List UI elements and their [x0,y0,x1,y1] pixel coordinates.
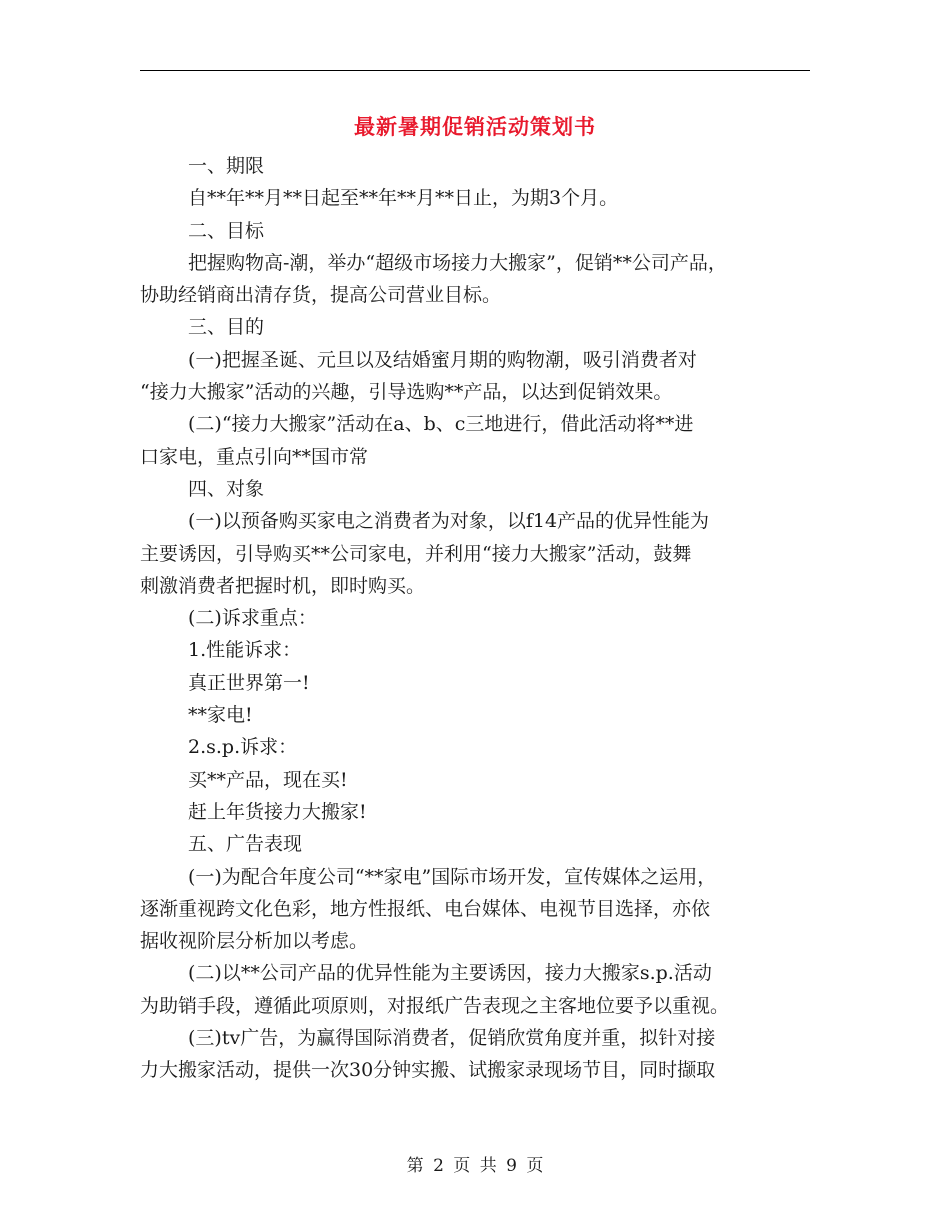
header-rule [140,70,810,71]
body-line: (二)以**公司产品的优异性能为主要诱因，接力大搬家s.p.活动 [188,962,712,985]
body-line: **家电! [188,704,253,727]
body-line: 主要诱因，引导购买**公司家电，并利用“接力大搬家”活动，鼓舞 [140,542,692,565]
body-line: (二)诉求重点： [188,607,317,630]
document-title: 最新暑期促销活动策划书 [354,114,596,139]
body-line: (二)“接力大搬家”活动在a、b、c三地进行，借此活动将**进 [188,413,694,436]
body-line: (一)为配合年度公司“**家电”国际市场开发，宣传媒体之运用， [188,865,717,888]
body-line: 真正世界第一! [188,671,310,694]
body-line: 五、广告表现 [188,833,303,856]
body-line: 2.s.p.诉求： [188,736,298,759]
body-line: (一)把握圣诞、元旦以及结婚蜜月期的购物潮，吸引消费者对 [188,348,697,371]
body-line: 为助销手段，遵循此项原则，对报纸广告表现之主客地位要予以重视。 [140,994,730,1017]
body-line: 口家电，重点引向**国市常 [140,445,369,468]
body-line: 1.性能诉求： [188,639,302,662]
body-line: 逐渐重视跨文化色彩，地方性报纸、电台媒体、电视节目选择，亦依 [140,897,711,920]
document-body [140,150,815,1087]
body-line: 力大搬家活动，提供一次30分钟实搬、试搬家录现场节目，同时撷取 [140,1059,716,1082]
body-line: 据收视阶层分析加以考虑。 [140,930,369,953]
body-line: 赶上年货接力大搬家! [188,800,367,823]
body-line: “接力大搬家”活动的兴趣，引导选购**产品，以达到促销效果。 [140,381,673,404]
body-line: 把握购物高-潮，举办“超级市场接力大搬家”，促销**公司产品， [188,251,727,274]
body-line: (三)tv广告，为赢得国际消费者，促销欣赏角度并重，拟针对接 [188,1027,716,1050]
body-line: 刺激消费者把握时机，即时购买。 [140,574,426,597]
body-line: 二、目标 [188,219,265,242]
body-line: 买**产品，现在买! [188,768,348,791]
body-line: 一、期限 [188,155,265,177]
body-line: 协助经销商出清存货，提高公司营业目标。 [140,284,502,307]
body-line: 三、目的 [188,316,265,339]
body-line: 四、对象 [188,477,265,500]
page-number: 第 2 页 共 9 页 [406,1156,544,1176]
body-line: (一)以预备购买家电之消费者为对象，以f14产品的优异性能为 [188,510,710,533]
body-line: 自**年**月**日起至**年**月**日止，为期3个月。 [188,187,619,210]
